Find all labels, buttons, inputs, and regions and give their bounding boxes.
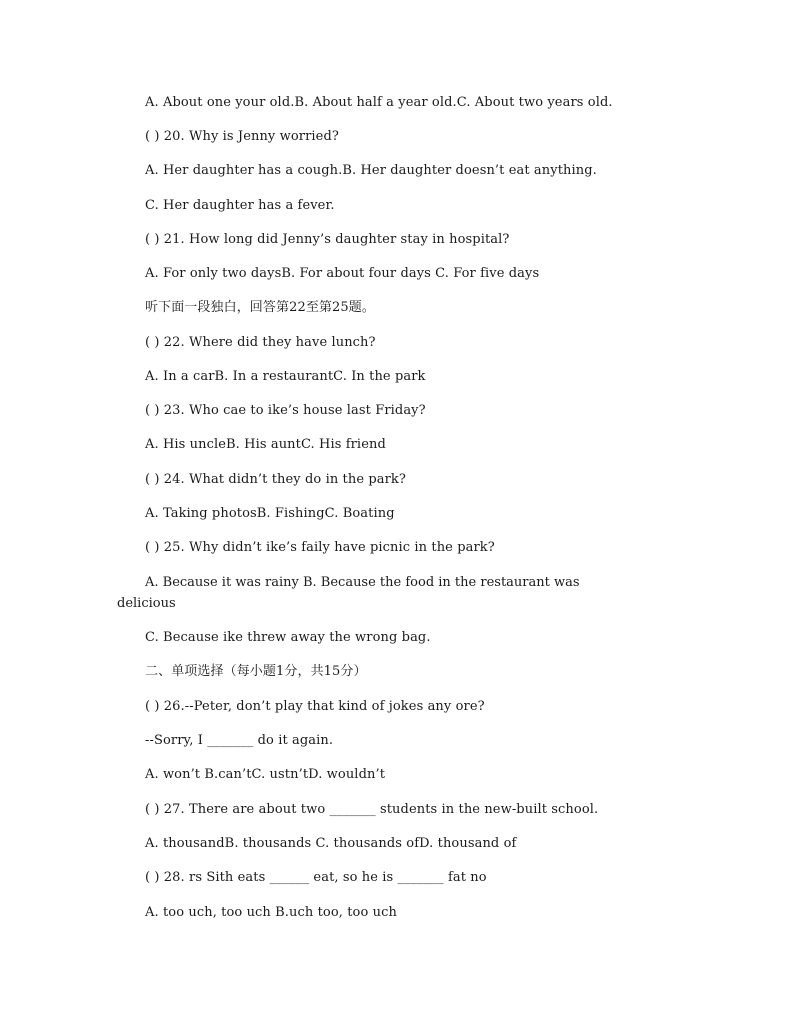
answer-options-24: A. Taking photosB. FishingC. Boating — [145, 506, 395, 521]
answer-options-25-ab: A. Because it was rainy B. Because the food in the restaurant was — [145, 575, 580, 590]
answer-options-28: A. too uch, too uch B.uch too, too uch — [145, 905, 397, 920]
answer-options-27: A. thousandB. thousands C. thousands ofD. thousand of — [145, 836, 517, 851]
answer-options-25-ab-continued: delicious — [117, 596, 176, 611]
answer-options-21: A. For only two daysB. For about four days C. For five days — [145, 266, 540, 281]
answer-options-20-ab: A. Her daughter has a cough.B. Her daughter doesn’t eat anything. — [145, 163, 597, 178]
answer-options-22: A. In a carB. In a restaurantC. In the park — [145, 369, 426, 384]
answer-options-19: A. About one your old.B. About half a year old.C. About two years old. — [145, 95, 613, 110]
answer-options-23: A. His uncleB. His auntC. His friend — [145, 437, 386, 452]
question-25: ( ) 25. Why didn’t ike’s faily have picnic in the park? — [145, 540, 495, 555]
question-28: ( ) 28. rs Sith eats ______ eat, so he is _______ fat no — [145, 870, 487, 885]
question-22: ( ) 22. Where did they have lunch? — [145, 335, 376, 350]
question-24: ( ) 24. What didn’t they do in the park? — [145, 472, 406, 487]
answer-options-20-c: C. Her daughter has a fever. — [145, 198, 335, 213]
section-instruction: 听下面一段独白，回答第22至第25题。 — [145, 300, 375, 315]
question-27: ( ) 27. There are about two _______ students in the new-built school. — [145, 802, 599, 817]
question-20: ( ) 20. Why is Jenny worried? — [145, 129, 339, 144]
answer-options-26: A. won’t B.can’tC. ustn’tD. wouldn’t — [145, 767, 386, 782]
answer-options-25-c: C. Because ike threw away the wrong bag. — [145, 630, 431, 645]
section-heading-single-choice: 二、单项选择（每小题1分，共15分） — [145, 664, 367, 679]
question-26: ( ) 26.--Peter, don’t play that kind of jokes any ore? — [145, 699, 485, 714]
question-23: ( ) 23. Who cae to ike’s house last Friday? — [145, 403, 426, 418]
question-26-reply: --Sorry, I _______ do it again. — [145, 733, 334, 748]
question-21: ( ) 21. How long did Jenny’s daughter stay in hospital? — [145, 232, 510, 247]
